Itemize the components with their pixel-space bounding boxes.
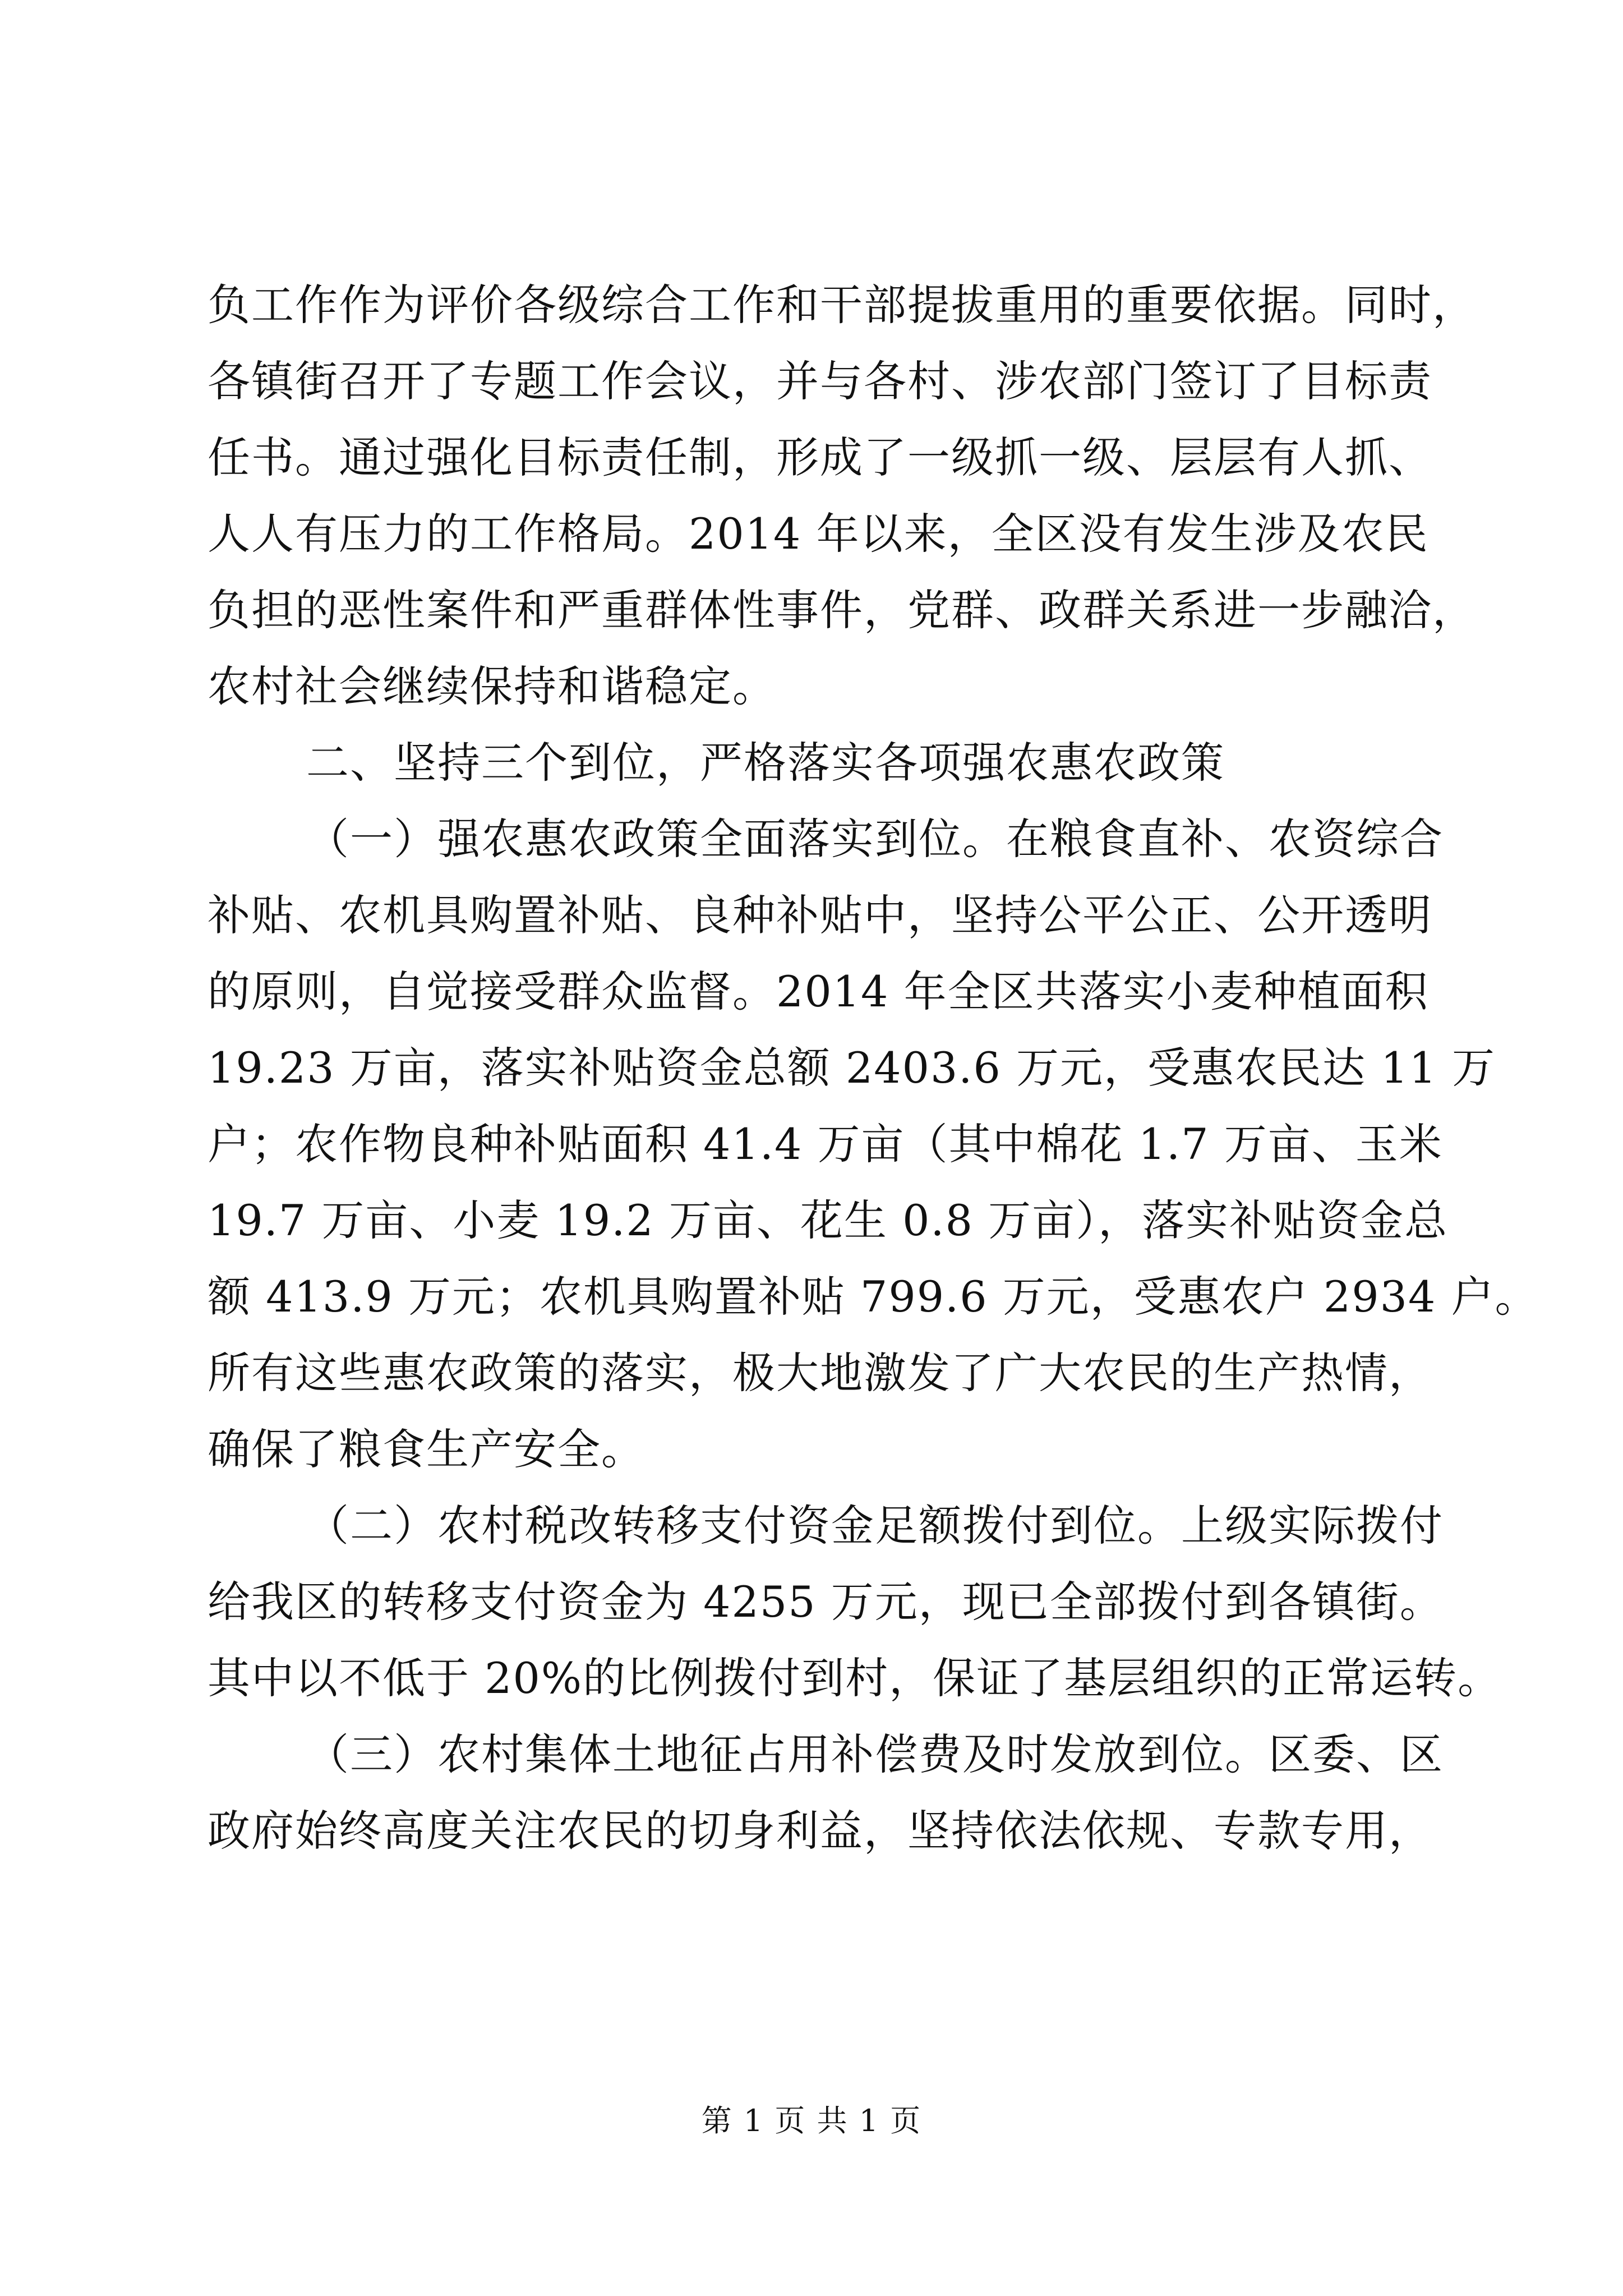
- text-line: （一）强农惠农政策全面落实到位。在粮食直补、农资综合: [306, 814, 1444, 864]
- text-line: 各镇街召开了专题工作会议，并与各村、涉农部门签订了目标责: [208, 356, 1432, 406]
- text-line: （三）农村集体土地征占用补偿费及时发放到位。区委、区: [306, 1729, 1444, 1779]
- text-line: 补贴、农机具购置补贴、良种补贴中，坚持公平公正、公开透明: [208, 890, 1432, 940]
- text-line: 人人有压力的工作格局。2014 年以来，全区没有发生涉及农民: [208, 509, 1429, 559]
- text-line: 任书。通过强化目标责任制，形成了一级抓一级、层层有人抓、: [208, 432, 1432, 482]
- text-line: 负担的恶性案件和严重群体性事件，党群、政群关系进一步融洽，: [208, 585, 1476, 635]
- text-line: 农村社会继续保持和谐稳定。: [208, 661, 776, 711]
- text-line: 额 413.9 万元；农机具购置补贴 799.6 万元，受惠农户 2934 户。: [208, 1272, 1539, 1322]
- text-line: 政府始终高度关注农民的切身利益，坚持依法依规、专款专用，: [208, 1806, 1432, 1856]
- text-line: 19.23 万亩，落实补贴资金总额 2403.6 万元，受惠农民达 11 万: [208, 1043, 1496, 1093]
- text-line: 给我区的转移支付资金为 4255 万元，现已全部拨付到各镇街。: [208, 1577, 1444, 1627]
- text-line: 所有这些惠农政策的落实，极大地激发了广大农民的生产热情，: [208, 1348, 1432, 1398]
- document-body: [208, 267, 1539, 1869]
- text-line: 的原则，自觉接受群众监督。2014 年全区共落实小麦种植面积: [208, 967, 1429, 1016]
- section-heading: 二、坚持三个到位，严格落实各项强农惠农政策: [306, 738, 1225, 788]
- text-line: 19.7 万亩、小麦 19.2 万亩、花生 0.8 万亩），落实补贴资金总: [208, 1195, 1449, 1245]
- text-line: （二）农村税改转移支付资金足额拨付到位。上级实际拨付: [306, 1501, 1444, 1550]
- text-line: 户；农作物良种补贴面积 41.4 万亩（其中棉花 1.7 万亩、玉米: [208, 1119, 1443, 1169]
- text-line: 负工作作为评价各级综合工作和干部提拔重用的重要依据。同时，: [208, 280, 1476, 330]
- text-line: 确保了粮食生产安全。: [208, 1424, 645, 1474]
- text-line: 其中以不低于 20%的比例拨付到村，保证了基层组织的正常运转。: [208, 1653, 1502, 1703]
- page-footer: 第 1 页 共 1 页: [701, 2103, 922, 2138]
